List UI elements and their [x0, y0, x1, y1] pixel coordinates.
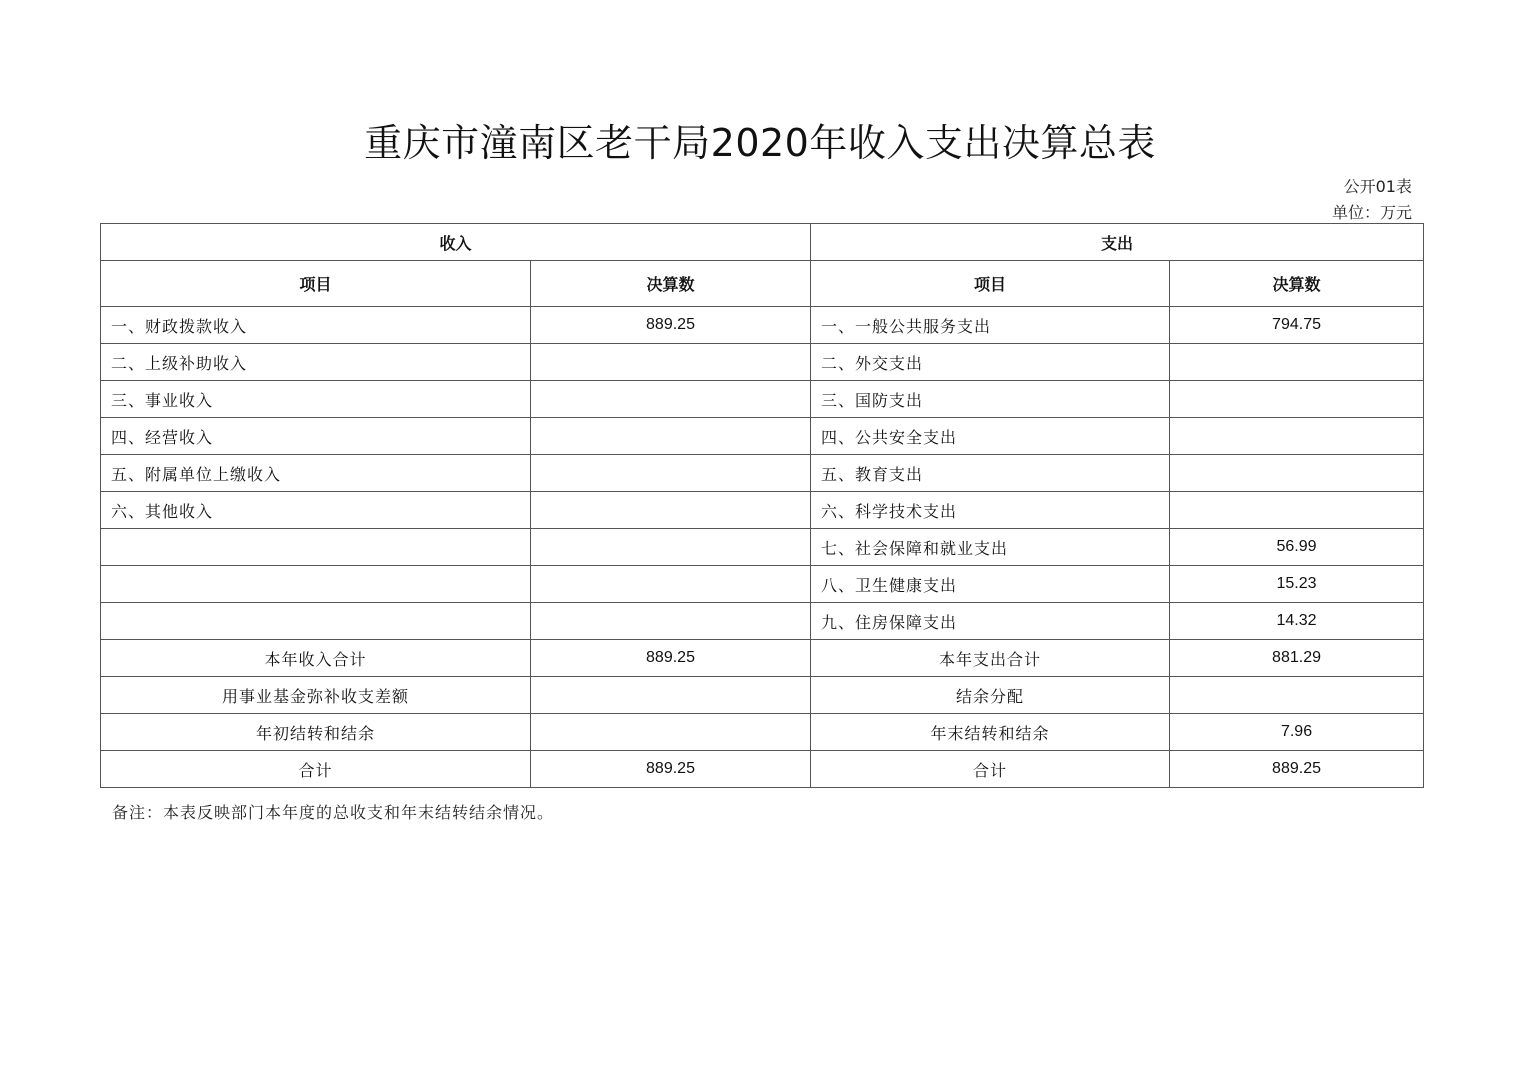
table-row — [101, 381, 1424, 418]
expense-amount-cell: 889.25 — [1170, 751, 1424, 788]
expense-item-cell: 三、国防支出 — [811, 381, 1170, 418]
income-amount-cell — [531, 455, 811, 492]
footnote: 备注：本表反映部门本年度的总收支和年末结转结余情况。 — [112, 803, 555, 822]
expense-amount-cell: 56.99 — [1170, 529, 1424, 566]
table-code: 公开01表 — [1343, 177, 1412, 196]
income-item-cell — [101, 566, 531, 603]
table-row — [101, 418, 1424, 455]
income-amount-cell — [531, 418, 811, 455]
income-item-cell — [101, 529, 531, 566]
budget-table — [100, 223, 1424, 788]
income-item-header: 项目 — [101, 261, 531, 307]
income-amount-cell — [531, 603, 811, 640]
income-item-cell: 一、财政拨款收入 — [101, 307, 531, 344]
income-amount-cell: 889.25 — [531, 307, 811, 344]
expense-amount-cell — [1170, 677, 1424, 714]
expense-amount-cell: 7.96 — [1170, 714, 1424, 751]
table-row — [101, 455, 1424, 492]
income-item-cell: 年初结转和结余 — [101, 714, 531, 751]
expense-amount-cell: 794.75 — [1170, 307, 1424, 344]
income-amount-cell: 889.25 — [531, 640, 811, 677]
unit-label: 单位：万元 — [1331, 203, 1412, 222]
income-item-cell: 三、事业收入 — [101, 381, 531, 418]
expense-item-cell: 本年支出合计 — [811, 640, 1170, 677]
page-title: 重庆市潼南区老干局2020年收入支出决算总表 — [364, 121, 1156, 165]
income-amount-cell — [531, 381, 811, 418]
income-amount-cell — [531, 566, 811, 603]
income-item-cell: 本年收入合计 — [101, 640, 531, 677]
expense-item-cell: 二、外交支出 — [811, 344, 1170, 381]
expense-amount-cell — [1170, 381, 1424, 418]
income-item-cell: 用事业基金弥补收支差额 — [101, 677, 531, 714]
income-amount-header: 决算数 — [531, 261, 811, 307]
expense-amount-cell — [1170, 492, 1424, 529]
table-header-row — [101, 224, 1424, 261]
expense-item-cell: 结余分配 — [811, 677, 1170, 714]
table-row — [101, 603, 1424, 640]
expense-item-cell: 七、社会保障和就业支出 — [811, 529, 1170, 566]
expense-item-cell: 五、教育支出 — [811, 455, 1170, 492]
expense-amount-cell — [1170, 418, 1424, 455]
expense-amount-cell — [1170, 455, 1424, 492]
table-row — [101, 714, 1424, 751]
income-item-cell: 合计 — [101, 751, 531, 788]
income-amount-cell — [531, 529, 811, 566]
expense-item-cell: 四、公共安全支出 — [811, 418, 1170, 455]
expense-item-cell: 八、卫生健康支出 — [811, 566, 1170, 603]
income-item-cell: 四、经营收入 — [101, 418, 531, 455]
income-amount-cell — [531, 344, 811, 381]
table-row — [101, 677, 1424, 714]
income-item-cell — [101, 603, 531, 640]
table-row — [101, 307, 1424, 344]
table-row — [101, 529, 1424, 566]
income-amount-cell — [531, 714, 811, 751]
expense-header: 支出 — [811, 224, 1424, 261]
expense-item-cell: 一、一般公共服务支出 — [811, 307, 1170, 344]
expense-amount-header: 决算数 — [1170, 261, 1424, 307]
table-row — [101, 344, 1424, 381]
income-amount-cell — [531, 492, 811, 529]
expense-item-cell: 九、住房保障支出 — [811, 603, 1170, 640]
expense-amount-cell: 14.32 — [1170, 603, 1424, 640]
expense-amount-cell: 15.23 — [1170, 566, 1424, 603]
table-row — [101, 751, 1424, 788]
table-row — [101, 640, 1424, 677]
income-amount-cell: 889.25 — [531, 751, 811, 788]
expense-amount-cell — [1170, 344, 1424, 381]
expense-item-cell: 六、科学技术支出 — [811, 492, 1170, 529]
income-item-cell: 五、附属单位上缴收入 — [101, 455, 531, 492]
income-amount-cell — [531, 677, 811, 714]
expense-item-cell: 合计 — [811, 751, 1170, 788]
expense-item-header: 项目 — [811, 261, 1170, 307]
expense-item-cell: 年末结转和结余 — [811, 714, 1170, 751]
table-row — [101, 492, 1424, 529]
income-item-cell: 六、其他收入 — [101, 492, 531, 529]
income-item-cell: 二、上级补助收入 — [101, 344, 531, 381]
expense-amount-cell: 881.29 — [1170, 640, 1424, 677]
table-row — [101, 566, 1424, 603]
table-subheader-row — [101, 261, 1424, 307]
income-header: 收入 — [101, 224, 811, 261]
